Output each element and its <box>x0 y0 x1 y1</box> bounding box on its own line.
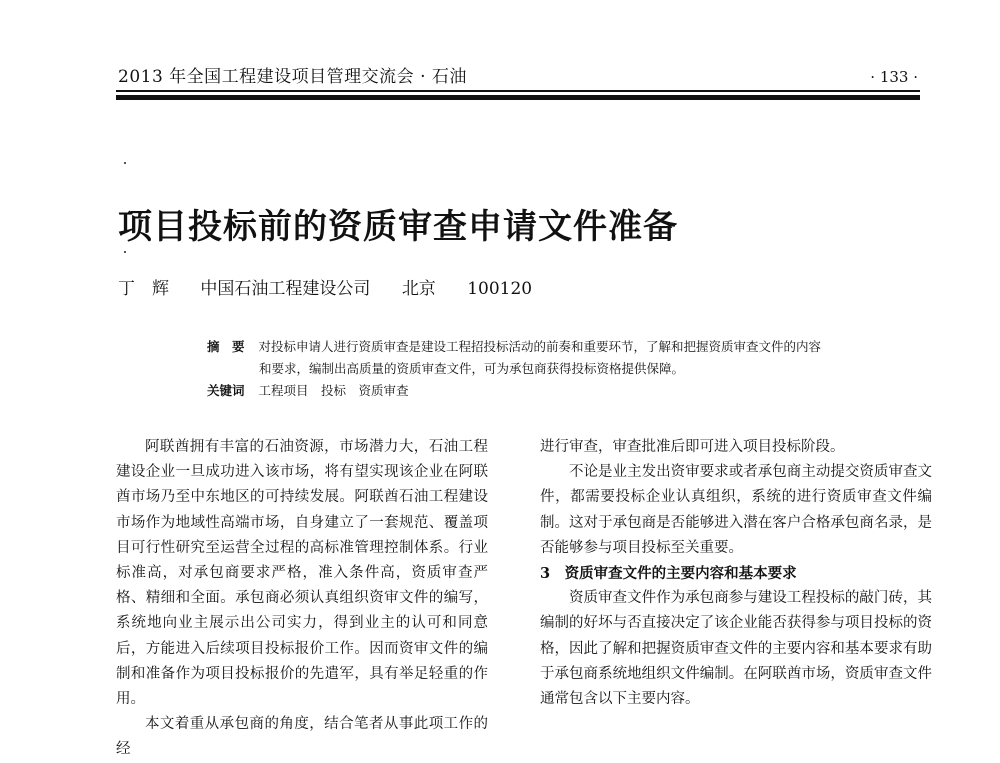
abstract-line-2: 和要求，编制出高质量的资质审查文件，可为承包商获得投标资格提供保障。 <box>259 361 685 376</box>
author-line <box>118 274 558 299</box>
body-paragraph: 不论是业主发出资审要求或者承包商主动提交资质审查文件，都需要投标企业认真组织，系统的进行资质审查文件编制。这对于承包商是否能够进入潜在客户合格承包商名录，是否能够参与项目投标至关重要。 <box>540 464 932 556</box>
abstract <box>207 336 887 402</box>
body-paragraph: 本文着重从承包商的角度，结合笔者从事此项工作的经 <box>116 716 488 758</box>
author-organization: 中国石油工程建设公司 <box>200 279 371 299</box>
header-rule-thin <box>116 90 920 92</box>
abstract-label: 摘 要 <box>207 339 245 354</box>
scan-speck <box>124 251 126 253</box>
keywords-label: 关键词 <box>207 383 245 398</box>
body-left-column <box>116 435 488 763</box>
keywords: 工程项目 投标 资质审查 <box>258 383 409 398</box>
author-name: 丁 辉 <box>118 279 169 299</box>
section-heading: 3 资质审查文件的主要内容和基本要求 <box>540 565 797 583</box>
page-number: · 133 · <box>870 68 918 86</box>
article-title: 项目投标前的资质审查申请文件准备 <box>118 207 678 247</box>
body-paragraph: 资质审查文件作为承包商参与建设工程投标的敲门砖，其编制的好坏与否直接决定了该企业能否获得参与项目投标的资格，因此了解和把握资质审查文件的主要内容和基本要求有助于承包商系统地组织文件编制。在阿联酋市场，资质审查文件通常包含以下主要内容。 <box>540 590 932 708</box>
body-paragraph: 阿联酋拥有丰富的石油资源，市场潜力大，石油工程建设企业一旦成功进入该市场，将有望实现该企业在阿联酋市场乃至中东地区的可持续发展。阿联酋石油工程建设市场作为地域性高端市场，自身建立了一套规范、覆盖项目可行性研究至运营全过程的高标准管理控制体系。行业标准高，对承包商要求严格，准入条件高，资质审查严格、精细和全面。承包商必须认真组织资审文件的编写，系统地向业主展示出公司实力，得到业主的认可和同意后，方能进入后续项目投标报价工作。因而资审文件的编制和准备作为项目投标报价的先遣军，具有举足轻重的作用。 <box>116 439 488 708</box>
scan-speck <box>124 162 126 164</box>
abstract-text-1: 对投标申请人进行资质审查是建设工程招投标活动的前奏和重要环节，了解和把握资质审查文件的内容 <box>258 339 822 354</box>
author-postcode: 100120 <box>467 279 533 299</box>
keywords-line <box>207 380 887 402</box>
body-right-column <box>540 435 932 712</box>
author-city: 北京 <box>401 279 436 299</box>
journal-title: 2013 年全国工程建设项目管理交流会 · 石油 <box>118 67 467 87</box>
header-rule-thick <box>116 95 920 100</box>
body-paragraph-continued: 进行审查，审查批准后即可进入项目投标阶段。 <box>540 439 845 455</box>
abstract-line-1 <box>207 336 887 358</box>
